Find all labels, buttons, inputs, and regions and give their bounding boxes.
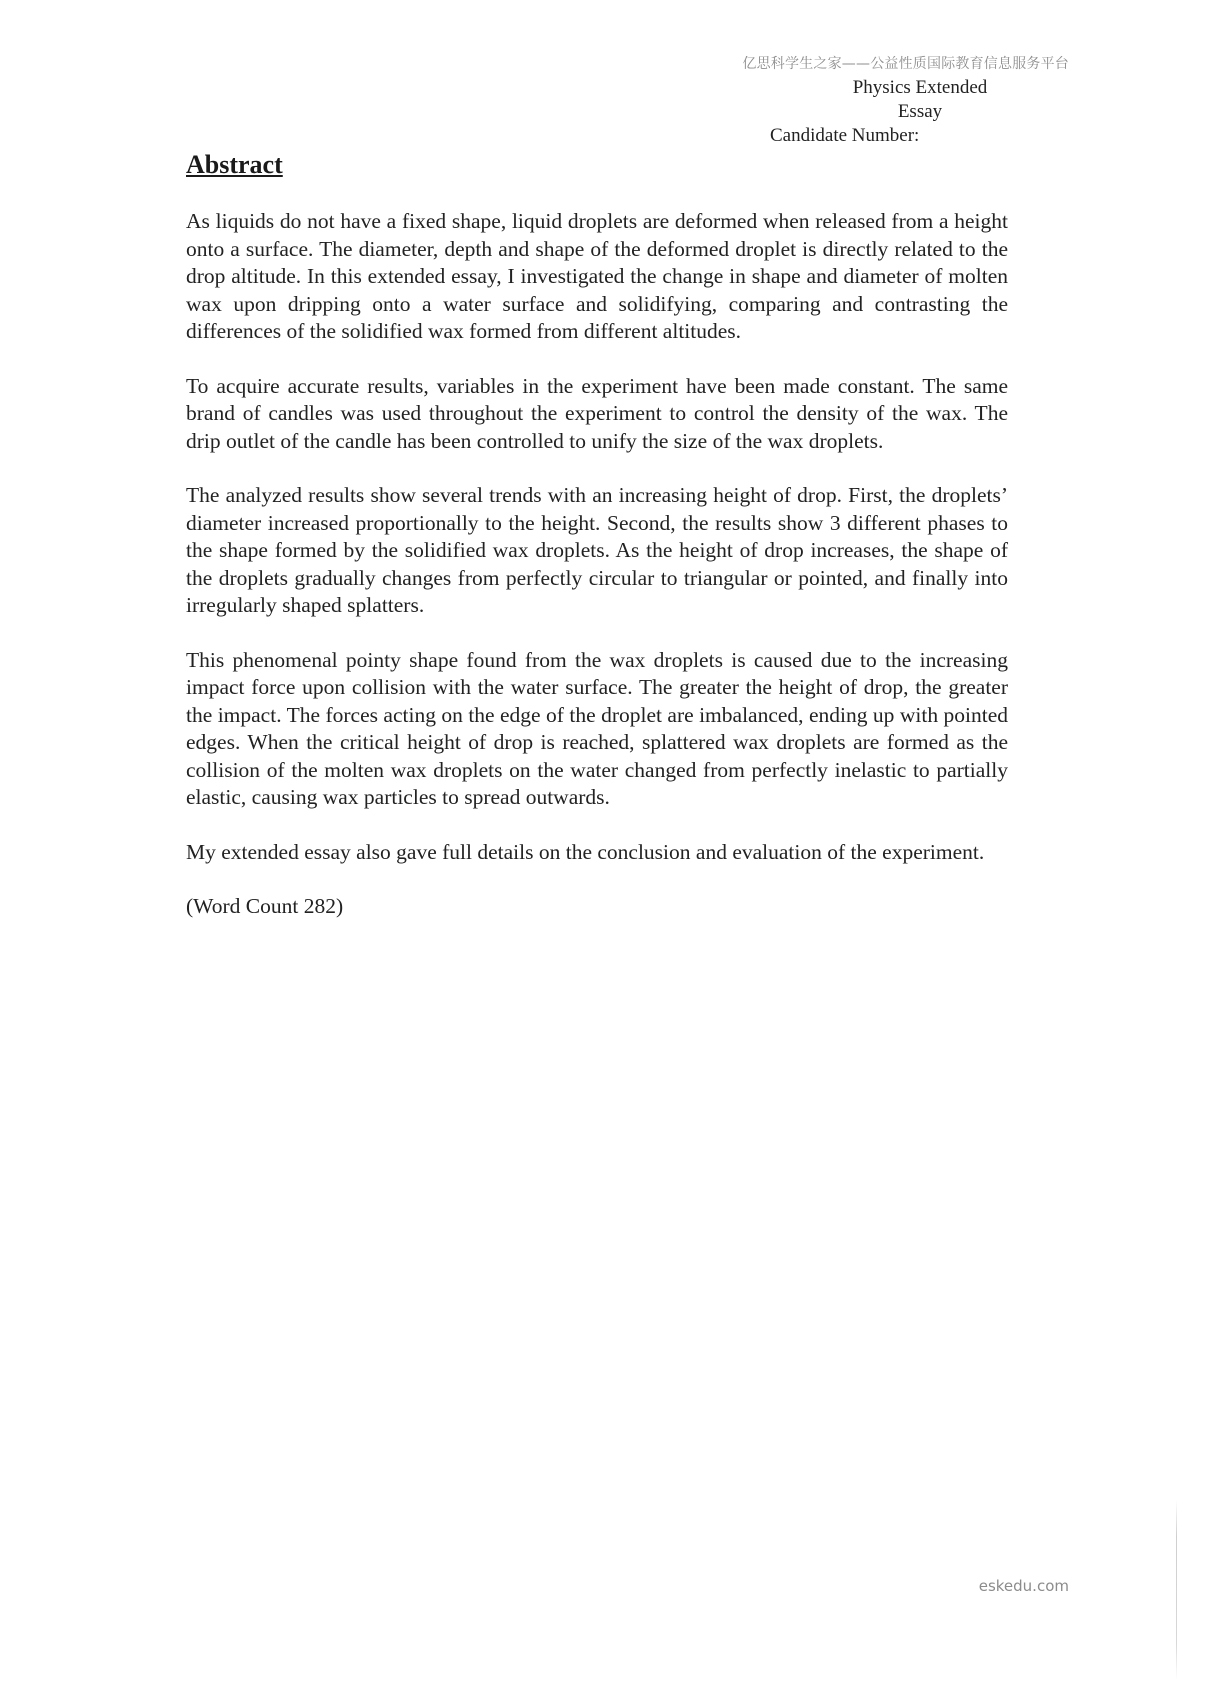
page-header	[770, 76, 1010, 148]
abstract-paragraph-3: The analyzed results show several trends with an increasing height of drop. First, the droplets’ diameter increased proportionally to the height. Second, the results show 3 different phases to the shape formed by the solidified wax droplets. As the height of drop increases, the shape of the droplets gradually changes from perfectly circular to triangular or pointed, and finally into irregularly shaped splatters.	[186, 483, 1008, 617]
abstract-paragraph-5: My extended essay also gave full details on the conclusion and evaluation of the experiment.	[186, 839, 985, 864]
abstract-section	[186, 150, 1008, 921]
abstract-paragraph-1: As liquids do not have a fixed shape, liquid droplets are deformed when released from a height onto a surface. The diameter, depth and shape of the deformed droplet is directly related to the drop altitude. In this extended essay, I investigated the change in shape and diameter of molten wax upon dripping onto a water surface and solidifying, comparing and contrasting the differences of the solidified wax formed from different altitudes.	[186, 209, 1008, 343]
essay-subject: Physics Extended Essay	[852, 77, 988, 122]
scan-edge-line	[1176, 1500, 1177, 1680]
word-count: (Word Count 282)	[186, 894, 344, 918]
watermark-footer-text: eskedu.com	[978, 1577, 1069, 1595]
watermark-header-text: 亿思科学生之家——公益性质国际教育信息服务平台	[742, 56, 1069, 72]
abstract-paragraph-4: This phenomenal pointy shape found from the wax droplets is caused due to the increasing impact force upon collision with the water surface. The greater the height of drop, the greater the impact. The forces acting on the edge of the droplet are imbalanced, ending up with pointed edges. When the critical height of drop is reached, splattered wax droplets are formed as the collision of the molten wax droplets on the water changed from perfectly inelastic to partially elastic, causing wax particles to spread outwards.	[186, 647, 1008, 809]
candidate-number-label: Candidate Number:	[770, 125, 920, 146]
abstract-paragraph-2: To acquire accurate results, variables in the experiment have been made constant. The same brand of candles was used throughout the experiment to control the density of the wax. The drip outlet of the candle has been controlled to unify the size of the wax droplets.	[186, 373, 1008, 453]
abstract-heading: Abstract	[186, 150, 283, 179]
